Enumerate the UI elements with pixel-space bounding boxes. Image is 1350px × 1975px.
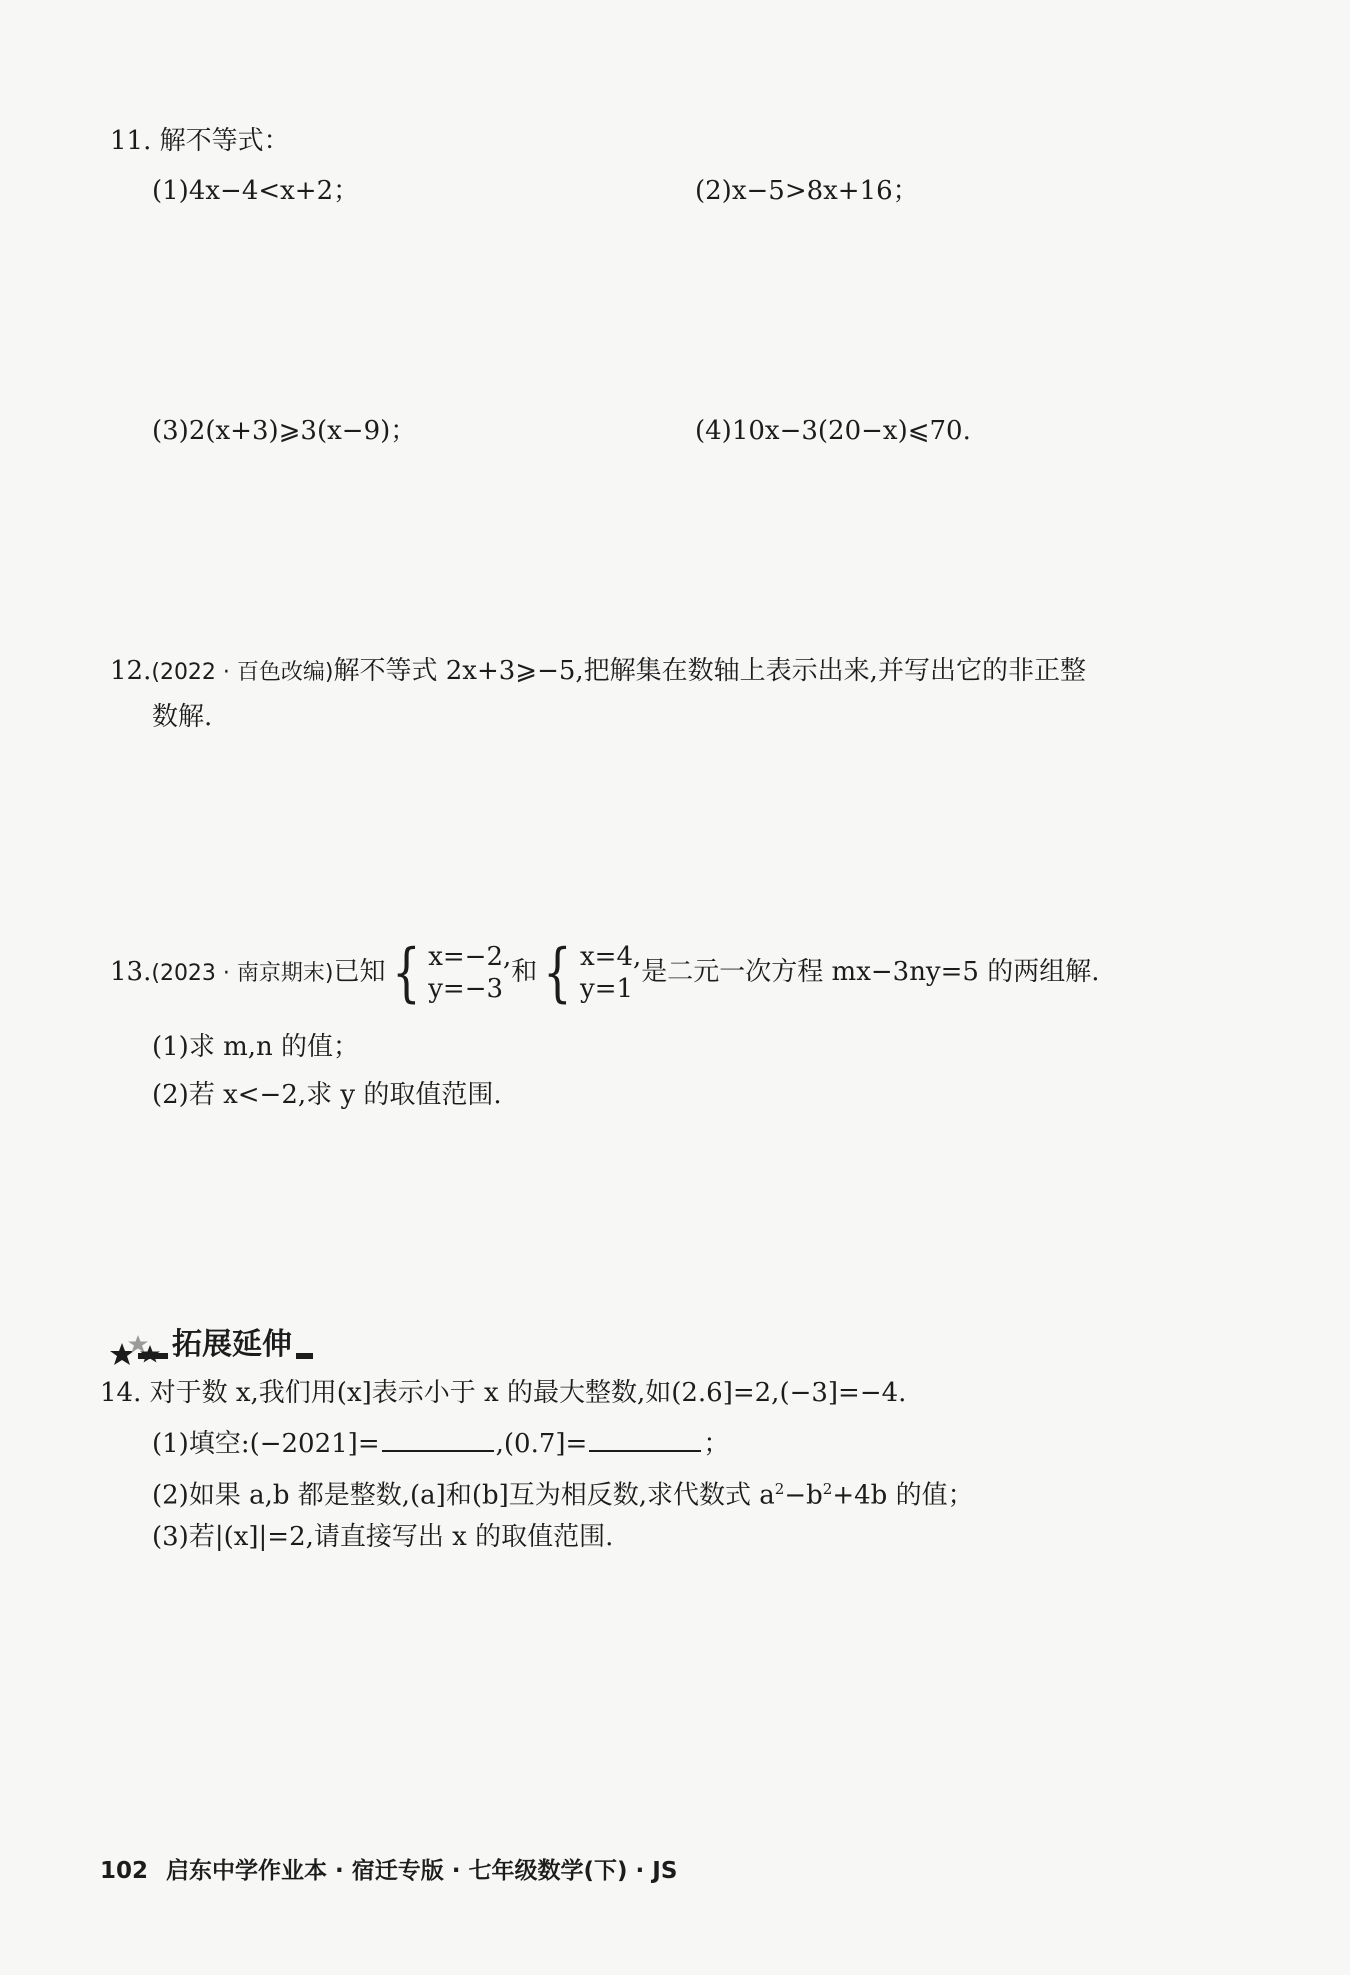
- answer-blank-1[interactable]: [382, 1424, 494, 1452]
- q13-tail: 是二元一次方程 mx−3ny=5 的两组解.: [641, 957, 1100, 987]
- q13-known: 已知: [333, 957, 386, 987]
- stars-icon: [108, 1329, 168, 1373]
- brace-icon: {: [543, 936, 572, 1010]
- q14-p2-sup2: 2: [822, 1480, 833, 1498]
- answer-blank-2[interactable]: [589, 1424, 701, 1452]
- q12-line-2: 数解.: [152, 702, 213, 732]
- q13-and: 和: [511, 957, 538, 987]
- q13-sys2-eq2: y=1: [580, 974, 634, 1004]
- q14-part-1: [152, 1424, 729, 1461]
- section-title: 拓展延伸: [168, 1325, 296, 1365]
- q12-text: 解不等式 2x+3⩾−5,把解集在数轴上表示出来,并写出它的非正整: [333, 656, 1086, 686]
- q11-stem: 11. 解不等式：: [110, 126, 290, 156]
- q14-p2-b: −b: [784, 1480, 823, 1511]
- q11-part-4: (4)10x−3(20−x)⩽70.: [695, 416, 971, 446]
- q14-stem: 14. 对于数 x,我们用(x]表示小于 x 的最大整数,如(2.6]=2,(−3]=−4.: [100, 1378, 907, 1408]
- q11-part-2: (2)x−5>8x+16；: [695, 176, 919, 206]
- q14-part-2: [152, 1472, 974, 1513]
- q12-source: (2022 · 百色改编): [151, 660, 334, 685]
- q14-p2-sup1: 2: [774, 1480, 785, 1498]
- q13-sys1-eq2: y=−3: [428, 974, 504, 1004]
- q14-p2-c: +4b 的值；: [832, 1480, 974, 1511]
- q14-p1-c: ；: [703, 1429, 730, 1459]
- q13-stem: [110, 936, 1100, 1010]
- section-header-extension: [108, 1325, 313, 1369]
- q13-source: (2023 · 南京期末): [151, 961, 334, 986]
- q13-system-1: [386, 936, 512, 1010]
- q14-part-3: (3)若|(x]|=2,请直接写出 x 的取值范围.: [152, 1522, 614, 1552]
- q13-part-2: (2)若 x<−2,求 y 的取值范围.: [152, 1080, 502, 1110]
- q14-p1-a: (1)填空:(−2021]=: [152, 1429, 380, 1459]
- q13-system-2: [537, 936, 642, 1010]
- q13-number: 13.: [110, 957, 152, 987]
- book-title: 启东中学作业本 · 宿迁专版 · 七年级数学(下) · JS: [166, 1858, 678, 1884]
- q12-line-1: [110, 654, 1086, 690]
- q12-number: 12.: [110, 656, 152, 686]
- q13-sys1-eq1: x=−2,: [428, 942, 512, 972]
- q14-p1-b: ,(0.7]=: [495, 1429, 588, 1459]
- q14-p2-a: (2)如果 a,b 都是整数,(a]和(b]互为相反数,求代数式 a: [152, 1480, 775, 1511]
- page-number: 102: [100, 1858, 149, 1884]
- brace-icon: {: [391, 936, 421, 1010]
- q13-sys2-eq1: x=4,: [580, 942, 642, 972]
- page-footer: [100, 1852, 677, 1885]
- q11-part-1: (1)4x−4<x+2；: [152, 176, 360, 206]
- q13-part-1: (1)求 m,n 的值；: [152, 1032, 360, 1062]
- q11-part-3: (3)2(x+3)⩾3(x−9)；: [152, 416, 417, 446]
